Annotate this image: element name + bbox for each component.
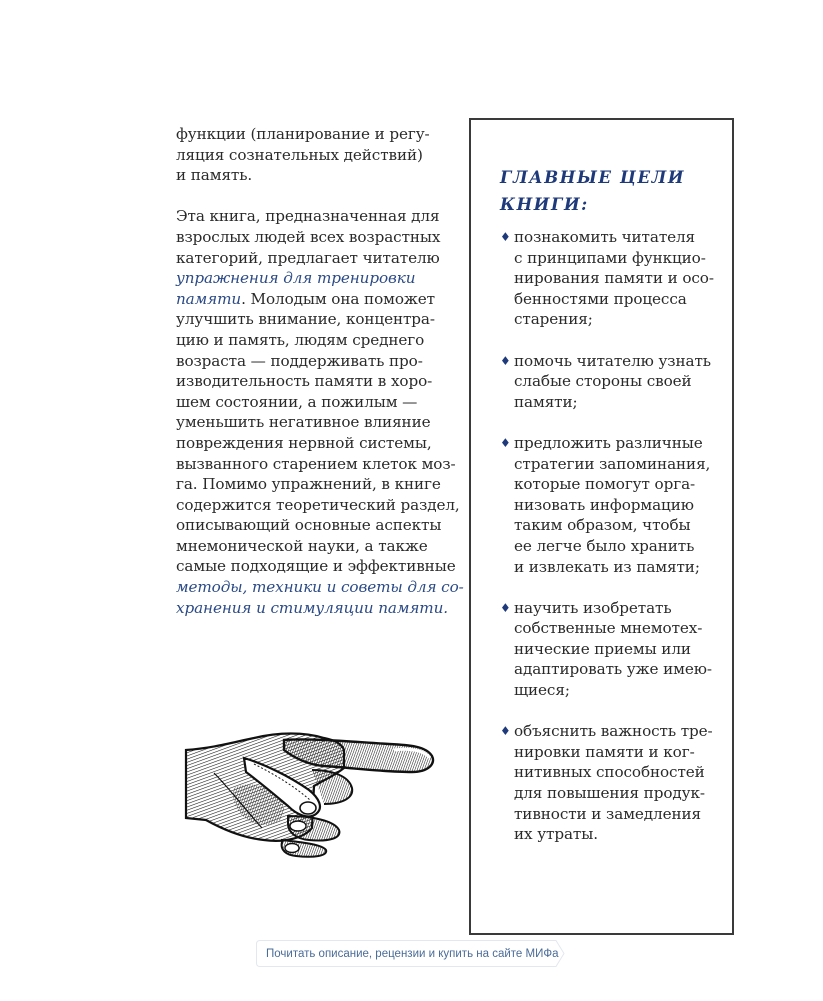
emphasis-memory: памяти — [176, 289, 242, 308]
text-line: цию и память, людям среднего — [176, 330, 425, 349]
heading-line: ГЛАВНЫЕ ЦЕЛИ — [500, 168, 686, 187]
goals-list — [500, 227, 725, 845]
item-line: слабые стороны своей — [514, 372, 692, 391]
text-line: мнемонической науки, а также — [176, 536, 428, 555]
text-line: улучшить внимание, концентра- — [176, 310, 435, 329]
item-line: стратегии запоминания, — [514, 454, 711, 473]
item-line: их утраты. — [514, 825, 598, 844]
text-line: памяти. Молодым она поможет — [176, 289, 435, 308]
goals-heading — [500, 164, 685, 218]
heading-line: КНИГИ: — [500, 195, 589, 214]
list-item — [500, 721, 725, 845]
text-line: Эта книга, предназначенная для — [176, 207, 440, 226]
text-line: взрослых людей всех возрастных — [176, 227, 441, 246]
text-line: функции (планирование и регу- — [176, 125, 430, 143]
item-line: помочь читателю узнать — [514, 351, 711, 370]
text-line: самые подходящие и эффективные — [176, 557, 456, 576]
diamond-bullet-icon: ♦ — [500, 600, 511, 615]
pointing-hand-icon — [184, 728, 438, 858]
text-line: га. Помимо упражнений, в книге — [176, 475, 441, 494]
list-item — [500, 351, 725, 413]
buy-on-mif-link[interactable] — [256, 940, 559, 967]
item-line: щиеся; — [514, 681, 570, 700]
text-line: уменьшить негативное влияние — [176, 413, 431, 432]
list-item — [500, 227, 725, 330]
text-line: повреждения нервной системы, — [176, 433, 432, 452]
item-line: которые помогут орга- — [514, 475, 696, 494]
text-line: категорий, предлагает читателю — [176, 248, 440, 267]
paragraph-continuation — [176, 124, 451, 186]
item-line: таким образом, чтобы — [514, 516, 691, 535]
item-line: предложить различные — [514, 433, 703, 452]
text-line: шем состоянии, а пожилым — — [176, 392, 418, 411]
text-line: вызванного старением клеток моз- — [176, 454, 456, 473]
list-item — [500, 598, 725, 701]
item-line: памяти; — [514, 392, 578, 411]
item-line: старения; — [514, 310, 593, 329]
diamond-bullet-icon: ♦ — [500, 435, 511, 450]
text-line — [176, 577, 464, 598]
item-line: ее легче было хранить — [514, 536, 695, 555]
diamond-bullet-icon: ♦ — [500, 353, 511, 368]
item-line: познакомить читателя — [514, 228, 696, 246]
item-line: и извлекать из памяти; — [514, 557, 700, 576]
emphasis-methods: методы, техники и советы для со- — [176, 578, 464, 597]
item-line: нировки памяти и ког- — [514, 742, 695, 761]
item-line: нирования памяти и осо- — [514, 269, 714, 288]
item-line: собственные мнемотех- — [514, 619, 703, 638]
diamond-bullet-icon: ♦ — [500, 724, 511, 739]
text-line: и память. — [176, 166, 253, 185]
item-line: для повышения продук- — [514, 784, 705, 803]
diamond-bullet-icon: ♦ — [500, 230, 511, 244]
text-line: изводительность памяти в хоро- — [176, 372, 433, 391]
item-line: адаптировать уже имею- — [514, 660, 712, 679]
emphasis-exercises: упражнения для тренировки — [176, 269, 416, 288]
item-line: научить изобретать — [514, 598, 672, 617]
book-goals-box — [469, 118, 734, 935]
item-line: объяснить важность тре- — [514, 722, 713, 741]
text-line — [176, 598, 451, 619]
item-line: с принципами функцио- — [514, 248, 706, 267]
list-item — [500, 433, 725, 577]
text-line: содержится теоретический раздел, — [176, 495, 460, 514]
paragraph-book-description — [176, 206, 464, 618]
item-line: нические приемы или — [514, 639, 691, 658]
item-line: нитивных способностей — [514, 763, 705, 782]
text-line: ляция сознательных действий) — [176, 145, 423, 164]
text-line: возраста — поддерживать про- — [176, 351, 423, 370]
item-line: бенностями процесса — [514, 289, 687, 308]
main-text-column — [176, 124, 464, 618]
text-line — [176, 268, 451, 289]
text-line: описывающий основные аспекты — [176, 516, 442, 535]
item-line: тивности и замедления — [514, 804, 702, 823]
buy-link-label: Почитать описание, рецензии и купить на сайте МИФа — [266, 947, 559, 960]
emphasis-methods: хранения и стимуляции памяти. — [176, 598, 449, 617]
item-line: низовать информацию — [514, 495, 694, 514]
